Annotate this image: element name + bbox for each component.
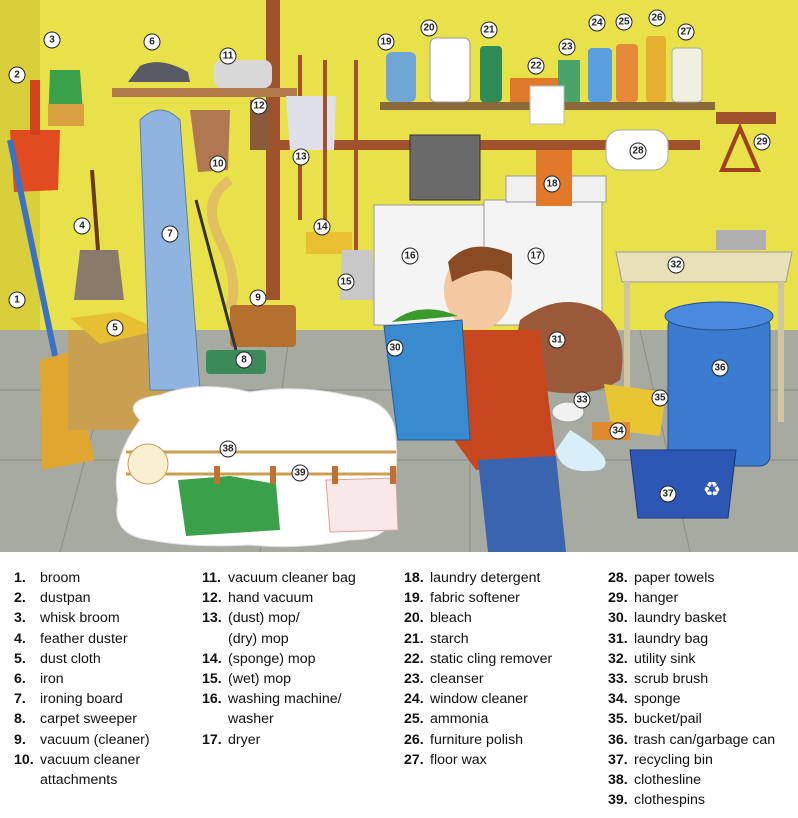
marker-33[interactable]: [574, 392, 590, 408]
legend-item-continuation: [202, 629, 356, 649]
legend-number: 1.: [14, 570, 26, 586]
legend-item: [202, 649, 356, 669]
legend-item: [404, 629, 552, 649]
legend-number: 20.: [404, 610, 424, 627]
legend-item: [202, 669, 356, 689]
legend-label: bucket/pail: [634, 711, 702, 728]
legend-item: [608, 629, 775, 649]
marker-31[interactable]: [549, 332, 565, 348]
legend-item: [608, 750, 775, 770]
legend-label: ammonia: [430, 711, 489, 728]
svg-text:10: 10: [212, 158, 224, 170]
legend-item: [404, 689, 552, 709]
svg-text:8: 8: [241, 354, 247, 366]
legend-item: [608, 608, 775, 628]
legend-label: broom: [40, 570, 81, 586]
trash-can-shape: [668, 316, 770, 466]
legend-number: [202, 709, 228, 729]
legend-number: 22.: [404, 650, 424, 667]
legend-item: [14, 588, 150, 608]
marker-15[interactable]: [338, 274, 354, 290]
marker-28[interactable]: [630, 143, 646, 159]
legend-label: iron: [40, 671, 64, 688]
legend-number: 2.: [14, 590, 26, 607]
legend-label: feather duster: [40, 630, 128, 647]
marker-18[interactable]: [544, 176, 560, 192]
svg-text:34: 34: [612, 425, 624, 437]
legend-item: [14, 730, 150, 750]
svg-text:13: 13: [295, 151, 307, 163]
legend-item: [608, 649, 775, 669]
legend-label: clothesline: [634, 772, 702, 789]
legend-number: 7.: [14, 691, 26, 708]
legend-item: [608, 669, 775, 689]
legend-item-continuation: [14, 770, 150, 790]
legend-label: vacuum cleaner: [40, 751, 141, 768]
legend-number: 21.: [404, 630, 424, 647]
svg-text:9: 9: [255, 292, 261, 304]
legend-label: hanger: [634, 590, 679, 607]
marker-17[interactable]: [528, 248, 544, 264]
green-shirt: [178, 476, 280, 536]
legend-item: [608, 790, 775, 810]
legend-number: 30.: [608, 610, 628, 627]
legend-label: clothespins: [634, 792, 705, 809]
marker-24[interactable]: [589, 15, 605, 31]
legend-item: [14, 709, 150, 729]
legend-item: [608, 709, 775, 729]
svg-text:17: 17: [530, 250, 542, 262]
legend-number: 28.: [608, 570, 628, 586]
utility-sink-shape: [616, 252, 792, 282]
svg-text:1: 1: [14, 294, 20, 306]
legend-item: [608, 568, 775, 588]
legend-column-3: [404, 568, 552, 770]
legend-number: 34.: [608, 691, 628, 708]
legend-number: 3.: [14, 610, 26, 627]
legend-column-2: [202, 568, 356, 750]
legend-label: (sponge) mop: [228, 650, 316, 667]
marker-3[interactable]: [44, 32, 60, 48]
legend-number: 27.: [404, 751, 424, 768]
legend-item: [14, 629, 150, 649]
legend-number: 26.: [404, 731, 424, 748]
legend-label: trash can/garbage can: [634, 731, 776, 748]
legend-label: whisk broom: [40, 610, 120, 627]
legend-label: recycling bin: [634, 751, 713, 768]
svg-text:33: 33: [576, 394, 588, 406]
legend-label: carpet sweeper: [40, 711, 137, 728]
legend-number: 19.: [404, 590, 424, 607]
marker-32[interactable]: [668, 257, 684, 273]
marker-26[interactable]: [649, 10, 665, 26]
legend-item: [14, 750, 150, 770]
svg-text:35: 35: [654, 392, 666, 404]
legend-item: [404, 669, 552, 689]
legend-item: [404, 730, 552, 750]
legend-number: 11.: [202, 570, 221, 586]
legend-label: laundry basket: [634, 610, 727, 627]
marker-30[interactable]: [387, 340, 403, 356]
marker-27[interactable]: [678, 24, 694, 40]
legend-label: ironing board: [40, 691, 123, 708]
legend-item: [608, 770, 775, 790]
legend-number: 35.: [608, 711, 628, 728]
legend-item: [14, 568, 150, 588]
legend-label: dryer: [228, 731, 261, 748]
legend-number: 18.: [404, 570, 424, 586]
jeans: [478, 456, 566, 552]
legend-number: 23.: [404, 671, 424, 688]
svg-text:21: 21: [483, 24, 495, 36]
legend-number: 4.: [14, 630, 26, 647]
legend-number: 10.: [14, 751, 34, 768]
legend-number: 29.: [608, 590, 628, 607]
legend-number: 16.: [202, 691, 222, 708]
marker-1[interactable]: [9, 292, 25, 308]
svg-text:29: 29: [756, 136, 768, 148]
hanging-paper: [530, 86, 564, 124]
marker-34[interactable]: [610, 423, 626, 439]
marker-29[interactable]: [754, 134, 770, 150]
legend-item: [404, 709, 552, 729]
legend-number: 39.: [608, 792, 628, 809]
legend-label: paper towels: [634, 570, 715, 586]
clothespin: [214, 466, 220, 484]
vacuum-bag-shape: [214, 60, 272, 88]
laundry-basket-shape: [384, 320, 470, 440]
marker-16[interactable]: [402, 248, 418, 264]
marker-20[interactable]: [421, 20, 437, 36]
marker-14[interactable]: [314, 219, 330, 235]
svg-text:39: 39: [294, 467, 306, 479]
legend-item-continuation: [202, 709, 356, 729]
marker-6[interactable]: [144, 34, 160, 50]
legend-number: 15.: [202, 671, 222, 688]
legend-label: dust cloth: [40, 650, 101, 667]
marker-12[interactable]: [251, 98, 267, 114]
svg-text:27: 27: [680, 26, 692, 38]
marker-13[interactable]: [293, 149, 309, 165]
legend-label: static cling remover: [430, 650, 553, 667]
legend-number: [202, 629, 228, 649]
legend-label: utility sink: [634, 650, 696, 667]
vocabulary-legend: [0, 562, 798, 818]
svg-text:22: 22: [530, 60, 542, 72]
svg-text:19: 19: [380, 36, 392, 48]
legend-item: [404, 608, 552, 628]
svg-text:12: 12: [253, 100, 265, 112]
legend-label: laundry detergent: [430, 570, 541, 586]
legend-item: [202, 588, 356, 608]
marker-25[interactable]: [616, 14, 632, 30]
marker-5[interactable]: [107, 320, 123, 336]
legend-number: [14, 770, 40, 790]
legend-label: dustpan: [40, 590, 91, 607]
legend-label: vacuum (cleaner): [40, 731, 150, 748]
marker-36[interactable]: [712, 360, 728, 376]
legend-number: 36.: [608, 731, 628, 748]
vacuum-body: [230, 305, 296, 347]
legend-number: 37.: [608, 751, 628, 768]
svg-text:3: 3: [49, 34, 55, 46]
svg-text:18: 18: [546, 178, 558, 190]
legend-label: (dust) mop/: [228, 610, 300, 627]
legend-label: sponge: [634, 691, 681, 708]
legend-number: 24.: [404, 691, 424, 708]
legend-item: [404, 568, 552, 588]
legend-label: starch: [430, 630, 469, 647]
svg-text:30: 30: [389, 342, 401, 354]
marker-35[interactable]: [652, 390, 668, 406]
legend-label: laundry bag: [634, 630, 709, 647]
marker-8[interactable]: [236, 352, 252, 368]
svg-text:36: 36: [714, 362, 726, 374]
svg-text:38: 38: [222, 443, 234, 455]
legend-label: hand vacuum: [228, 590, 314, 607]
legend-label: (dry) mop: [228, 630, 289, 647]
svg-text:5: 5: [112, 322, 118, 334]
marker-11[interactable]: [220, 48, 236, 64]
svg-text:25: 25: [618, 16, 630, 28]
marker-21[interactable]: [481, 22, 497, 38]
legend-column-1: [14, 568, 150, 790]
legend-label: cleanser: [430, 671, 484, 688]
legend-item: [608, 588, 775, 608]
svg-text:6: 6: [149, 36, 155, 48]
marker-4[interactable]: [74, 218, 90, 234]
marker-19[interactable]: [378, 34, 394, 50]
legend-label: scrub brush: [634, 671, 709, 688]
marker-23[interactable]: [559, 39, 575, 55]
legend-label: (wet) mop: [228, 671, 292, 688]
svg-text:26: 26: [651, 12, 663, 24]
legend-label: bleach: [430, 610, 472, 627]
marker-9[interactable]: [250, 290, 266, 306]
legend-item: [404, 750, 552, 770]
legend-label: furniture polish: [430, 731, 524, 748]
marker-38[interactable]: [220, 441, 236, 457]
legend-label: washing machine/: [228, 691, 342, 708]
marker-37[interactable]: [660, 486, 676, 502]
legend-number: 8.: [14, 711, 26, 728]
legend-item: [14, 649, 150, 669]
legend-item: [14, 669, 150, 689]
legend-item: [608, 730, 775, 750]
legend-number: 13.: [202, 610, 222, 627]
legend-item: [14, 608, 150, 628]
svg-text:32: 32: [670, 259, 682, 271]
legend-number: 33.: [608, 671, 628, 688]
marker-39[interactable]: [292, 465, 308, 481]
legend-number: 9.: [14, 731, 26, 748]
svg-text:14: 14: [316, 221, 328, 233]
legend-number: 25.: [404, 711, 424, 728]
legend-item: [202, 568, 356, 588]
svg-text:15: 15: [340, 276, 352, 288]
legend-label: washer: [228, 711, 274, 728]
legend-label: floor wax: [430, 751, 487, 768]
marker-10[interactable]: [210, 156, 226, 172]
legend-item: [202, 730, 356, 750]
svg-text:7: 7: [167, 228, 173, 240]
svg-text:23: 23: [561, 41, 573, 53]
shelf-left: [112, 88, 297, 97]
svg-text:2: 2: [14, 69, 20, 81]
legend-label: attachments: [40, 772, 118, 789]
legend-number: 38.: [608, 772, 628, 789]
legend-column-4: [608, 568, 775, 810]
svg-text:16: 16: [404, 250, 416, 262]
legend-item: [608, 689, 775, 709]
legend-number: 31.: [608, 630, 628, 647]
svg-text:4: 4: [79, 220, 85, 232]
svg-text:37: 37: [662, 488, 674, 500]
legend-number: 5.: [14, 650, 26, 667]
svg-text:11: 11: [222, 50, 234, 62]
legend-number: 12.: [202, 590, 222, 607]
legend-number: 6.: [14, 671, 26, 688]
legend-item: [202, 608, 356, 628]
marker-22[interactable]: [528, 58, 544, 74]
svg-text:28: 28: [632, 145, 644, 157]
polka-dot-garment: [326, 478, 398, 532]
legend-label: vacuum cleaner bag: [228, 570, 356, 586]
feather-duster-head: [74, 250, 124, 300]
legend-item: [202, 689, 356, 709]
legend-item: [14, 689, 150, 709]
marker-7[interactable]: [162, 226, 178, 242]
svg-text:24: 24: [591, 17, 603, 29]
legend-number: 14.: [202, 650, 222, 667]
legend-number: 17.: [202, 731, 222, 748]
legend-item: [404, 649, 552, 669]
marker-2[interactable]: [9, 67, 25, 83]
svg-text:20: 20: [423, 22, 435, 34]
dust-mop-head: [286, 96, 336, 150]
recycling-symbol: ♻: [703, 477, 721, 501]
legend-item: [404, 588, 552, 608]
svg-text:31: 31: [551, 334, 563, 346]
legend-number: 32.: [608, 650, 628, 667]
legend-label: fabric softener: [430, 590, 520, 607]
legend-label: window cleaner: [430, 691, 528, 708]
